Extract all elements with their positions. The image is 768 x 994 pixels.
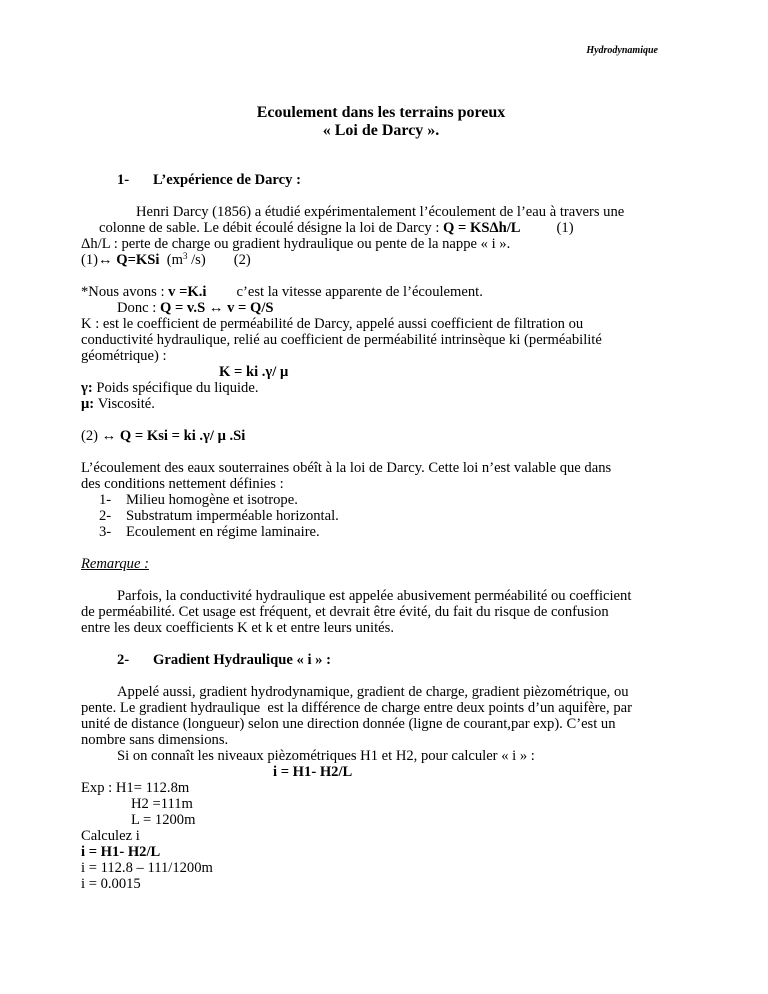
paragraph-line: pente. Le gradient hydraulique est la différence de charge entre deux points d’un aquifère, par (81, 700, 632, 716)
paragraph-line: entre les deux coefficients K et k et entre leurs unités. (81, 620, 394, 636)
paragraph-text: *Nous avons : (81, 284, 169, 300)
paragraph-line: des conditions nettement définies : (81, 476, 284, 492)
list-item-number: 1- (99, 492, 112, 508)
document-title-line-2: « Loi de Darcy ». (322, 122, 440, 139)
equation-line (81, 428, 681, 444)
example-line: L = 1200m (131, 812, 196, 828)
list-item-text: Ecoulement en régime laminaire. (126, 524, 320, 540)
section-1-title: L’expérience de Darcy : (153, 172, 301, 188)
darcy-formula: Q = KSΔh/L (443, 220, 521, 236)
equation-ref: (1) (556, 220, 574, 236)
document-body (81, 104, 681, 892)
equation-line (81, 252, 681, 268)
paragraph-line: Henri Darcy (1856) a étudié expérimentalement l’écoulement de l’eau à travers une (136, 204, 625, 220)
equation-prefix: (2) ↔ (81, 428, 120, 444)
list-item (81, 524, 681, 540)
gradient-formula: i = H1- H2/L (273, 764, 353, 780)
mu-definition: Viscosité. (94, 396, 155, 412)
remark-label: Remarque : (81, 556, 149, 572)
velocity-formula: v =K.i (168, 284, 207, 300)
section-2-number: 2- (117, 652, 130, 668)
paragraph-text: colonne de sable. Le débit écoulé désigne la loi de Darcy : (99, 220, 444, 236)
section-2-title: Gradient Hydraulique « i » : (153, 652, 331, 668)
paragraph-line: Δh/L : perte de charge ou gradient hydraulique ou pente de la nappe « i ». (81, 236, 511, 252)
remark-label-line (81, 556, 681, 572)
unit-text: /s) (187, 252, 206, 268)
paragraph-line (81, 284, 681, 300)
document-title-line-1: Ecoulement dans les terrains poreux (256, 104, 506, 121)
paragraph-line (81, 220, 681, 236)
mu-symbol: μ: (81, 396, 95, 412)
equation-prefix: (1)↔ (81, 252, 117, 268)
paragraph-text: c’est la vitesse apparente de l’écoulement. (236, 284, 483, 300)
list-item-text: Substratum imperméable horizontal. (126, 508, 339, 524)
unit-exponent: 3 (182, 251, 188, 261)
paragraph-line: de perméabilité. Cet usage est fréquent, et devrait être évité, du fait du risque de confusion (81, 604, 609, 620)
darcy-formula-short: Q=KSi (116, 252, 160, 268)
list-item (81, 492, 681, 508)
paragraph-line: K : est le coefficient de perméabilité de Darcy, appelé aussi coefficient de filtration ou (81, 316, 584, 332)
paragraph-line: conductivité hydraulique, relié au coefficient de perméabilité intrinsèque ki (perméabilité (81, 332, 602, 348)
paragraph-line: Si on connaît les niveaux pièzométriques H1 et H2, pour calculer « i » : (117, 748, 535, 764)
permeability-formula: K = ki .γ/ μ (219, 364, 289, 380)
paragraph-line: unité de distance (longueur) selon une direction donnée (ligne de courant,par exp). C’est un (81, 716, 616, 732)
flow-formula-expanded: Q = Ksi = ki .γ/ μ .Si (119, 428, 246, 444)
paragraph-line: nombre sans dimensions. (81, 732, 229, 748)
gamma-definition: Poids spécifique du liquide. (92, 380, 259, 396)
example-line: Exp : H1= 112.8m (81, 780, 190, 796)
list-item-number: 2- (99, 508, 112, 524)
flow-formula: Q = v.S ↔ v = Q/S (159, 300, 274, 316)
paragraph-line: Appelé aussi, gradient hydrodynamique, gradient de charge, gradient pièzométrique, ou (117, 684, 629, 700)
calc-result: i = 0.0015 (81, 876, 141, 892)
paragraph-line (81, 300, 681, 316)
definition-line (81, 396, 681, 412)
section-2-heading (81, 652, 681, 668)
list-item (81, 508, 681, 524)
gamma-symbol: γ: (81, 380, 93, 396)
section-1-heading (81, 172, 681, 188)
unit-text: (m (166, 252, 183, 268)
paragraph-line: géométrique) : (81, 348, 167, 364)
calc-line: i = 112.8 – 111/1200m (81, 860, 213, 876)
list-item-text: Milieu homogène et isotrope. (126, 492, 298, 508)
paragraph-line: L’écoulement des eaux souterraines obéît à la loi de Darcy. Cette loi n’est valable que dans (81, 460, 612, 476)
section-1-number: 1- (117, 172, 130, 188)
paragraph-line: Parfois, la conductivité hydraulique est appelée abusivement perméabilité ou coefficient (117, 588, 632, 604)
list-item-number: 3- (99, 524, 112, 540)
equation-ref: (2) (233, 252, 251, 268)
definition-line (81, 380, 681, 396)
calc-label: Calculez i (81, 828, 140, 844)
paragraph-text: Donc : (117, 300, 160, 316)
running-header: Hydrodynamique (586, 45, 658, 56)
example-line: H2 =111m (131, 796, 193, 812)
calc-formula: i = H1- H2/L (81, 844, 161, 860)
